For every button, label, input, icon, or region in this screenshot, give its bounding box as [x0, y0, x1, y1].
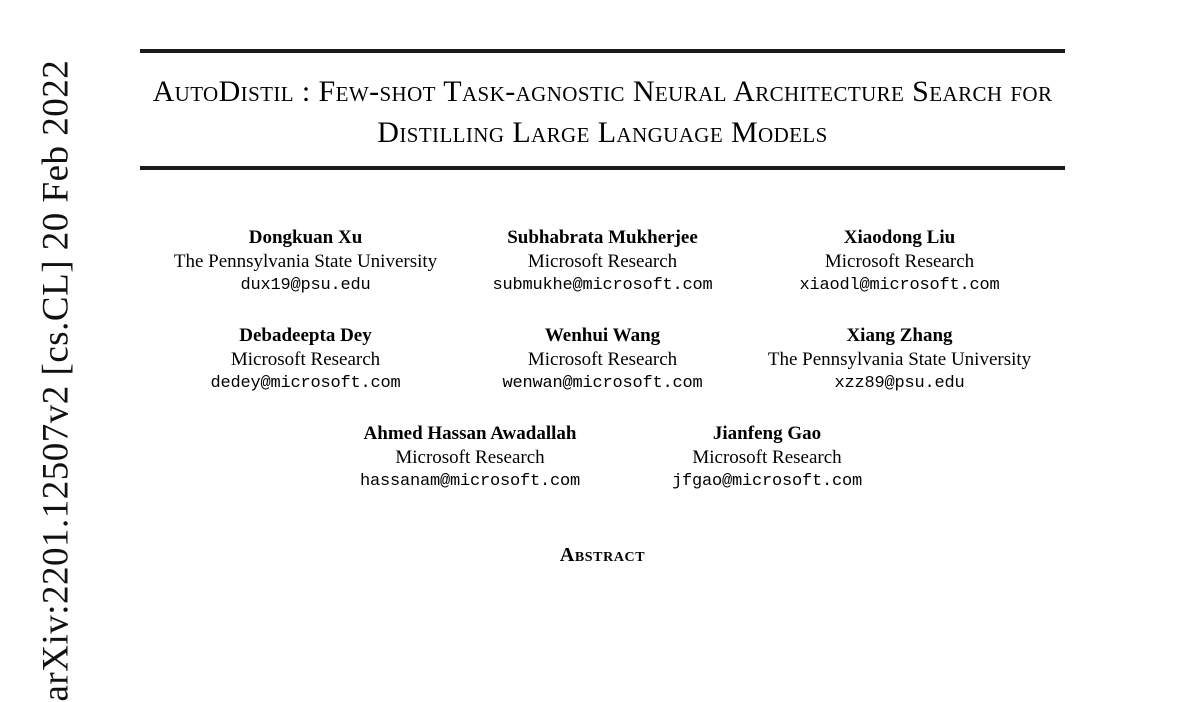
- author-name: Subhabrata Mukherjee: [507, 227, 698, 248]
- author-name: Jianfeng Gao: [712, 423, 822, 444]
- author-row: [140, 324, 1065, 396]
- author-affiliation: Microsoft Research: [230, 349, 381, 370]
- author-email[interactable]: submukhe@microsoft.com: [492, 276, 713, 295]
- author-entry: [454, 226, 751, 298]
- author-entry: [322, 422, 619, 494]
- author-entry: [157, 324, 454, 396]
- author-email[interactable]: xiaodl@microsoft.com: [799, 276, 1000, 295]
- author-affiliation: The Pennsylvania State University: [767, 349, 1032, 370]
- author-entry: [751, 226, 1048, 298]
- author-row: [140, 422, 1065, 494]
- author-affiliation: Microsoft Research: [824, 251, 975, 272]
- page-title: AutoDistil : Few-shot Task-agnostic Neural Architecture Search for Distilling Large Language Models: [152, 75, 1053, 149]
- author-name: Wenhui Wang: [544, 325, 661, 346]
- author-email[interactable]: wenwan@microsoft.com: [502, 374, 703, 393]
- author-email[interactable]: dedey@microsoft.com: [210, 374, 401, 393]
- author-affiliation: Microsoft Research: [692, 447, 842, 468]
- author-entry: [157, 226, 454, 298]
- author-name: Dongkuan Xu: [248, 227, 363, 248]
- title-rule-top: [140, 49, 1065, 53]
- author-name: Ahmed Hassan Awadallah: [363, 423, 577, 444]
- author-entry: [751, 324, 1048, 396]
- paper-page: [140, 0, 1065, 648]
- author-email[interactable]: jfgao@microsoft.com: [671, 472, 863, 491]
- title-rule-bottom: [140, 166, 1065, 170]
- author-name: Xiaodong Liu: [843, 227, 956, 248]
- author-email[interactable]: dux19@psu.edu: [240, 276, 371, 295]
- author-affiliation: Microsoft Research: [527, 349, 678, 370]
- abstract-heading: Abstract: [559, 544, 646, 566]
- author-email[interactable]: hassanam@microsoft.com: [359, 472, 581, 491]
- author-affiliation: Microsoft Research: [527, 251, 678, 272]
- author-name: Xiang Zhang: [846, 325, 953, 346]
- author-entry: [454, 324, 751, 396]
- author-name: Debadeepta Dey: [239, 325, 372, 346]
- arxiv-identifier-stamp: arXiv:2201.12507v2 [cs.CL] 20 Feb 2022: [35, 59, 77, 702]
- author-row: [140, 226, 1065, 298]
- author-block: [140, 226, 1065, 494]
- author-email[interactable]: xzz89@psu.edu: [834, 374, 965, 393]
- author-affiliation: Microsoft Research: [395, 447, 545, 468]
- author-entry: [619, 422, 916, 494]
- author-affiliation: The Pennsylvania State University: [173, 251, 438, 272]
